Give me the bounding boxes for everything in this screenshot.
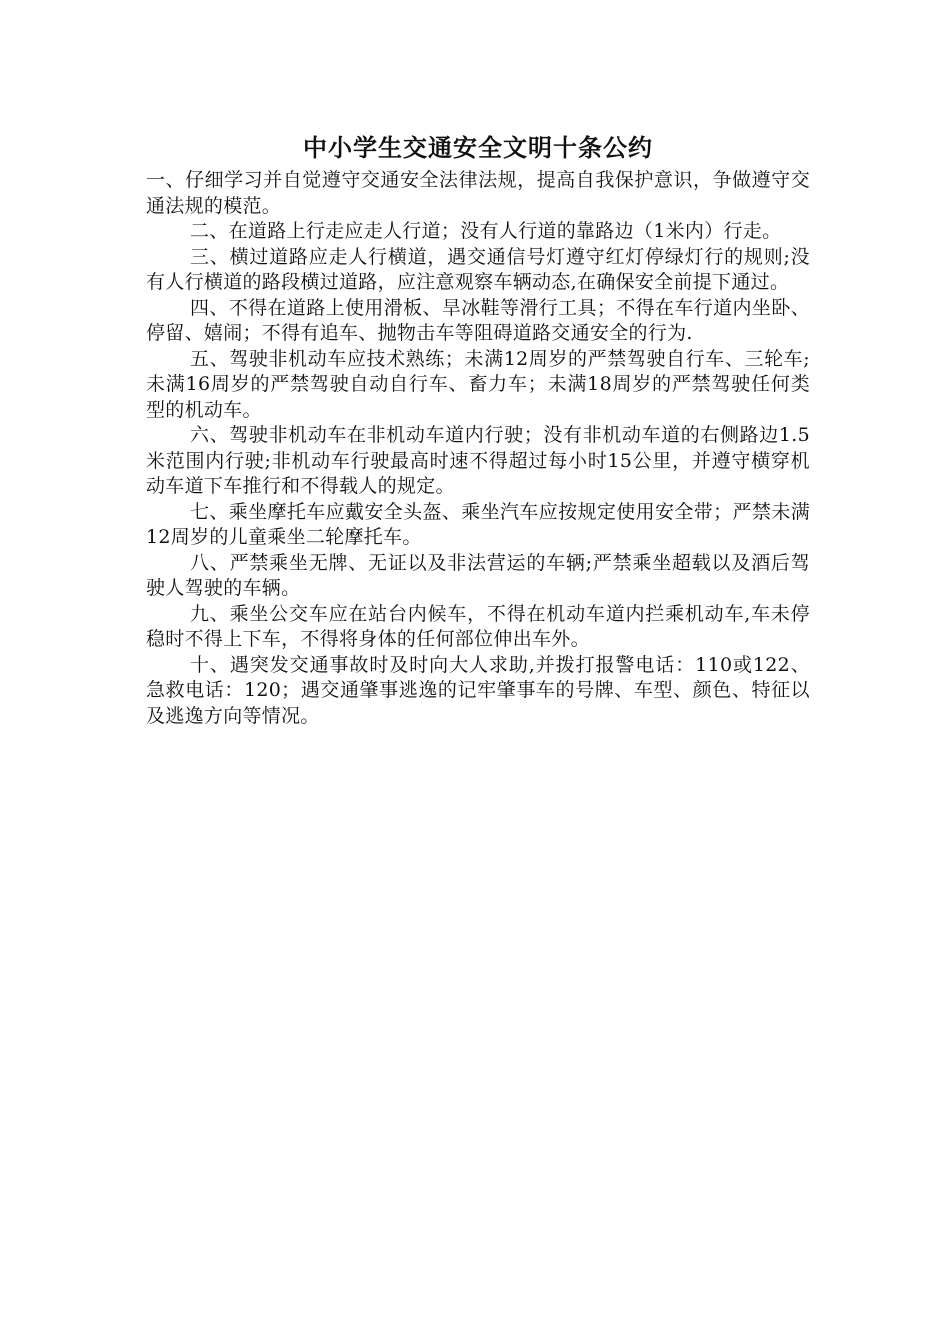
article-1: 一、仔细学习并自觉遵守交通安全法律法规，提高自我保护意识，争做遵守交通法规的模范。 (146, 169, 810, 217)
article-7: 七、乘坐摩托车应戴安全头盔、乘坐汽车应按规定使用安全带；严禁未满12周岁的儿童乘坐二轮摩托车。 (146, 500, 810, 548)
article-6: 六、驾驶非机动车在非机动车道内行驶；没有非机动车道的右侧路边1.5米范围内行驶;非机动车行驶最高时速不得超过每小时15公里，并遵守横穿机动车道下车推行和不得载人的规定。 (146, 424, 810, 497)
article-10: 十、遇突发交通事故时及时向大人求助,并拨打报警电话：110或122、急救电话：120；遇交通肇事逃逸的记牢肇事车的号牌、车型、颜色、特征以及逃逸方向等情况。 (146, 653, 810, 727)
article-8: 八、严禁乘坐无牌、无证以及非法营运的车辆;严禁乘坐超载以及酒后驾驶人驾驶的车辆。 (146, 551, 810, 599)
article-4: 四、不得在道路上使用滑板、旱冰鞋等滑行工具；不得在车行道内坐卧、停留、嬉闹；不得有追车、抛物击车等阻碍道路交通安全的行为. (146, 296, 810, 344)
article-2: 二、在道路上行走应走人行道；没有人行道的靠路边（1米内）行走。 (190, 220, 782, 242)
document-content (146, 130, 810, 729)
article-5: 五、驾驶非机动车应技术熟练；未满12周岁的严禁驾驶自行车、三轮车;未满16周岁的严禁驾驶自动自行车、畜力车；未满18周岁的严禁驾驶任何类型的机动车。 (146, 347, 810, 421)
article-3: 三、横过道路应走人行横道，遇交通信号灯遵守红灯停绿灯行的规则;没有人行横道的路段横过道路，应注意观察车辆动态,在确保安全前提下通过。 (146, 245, 810, 293)
article-9: 九、乘坐公交车应在站台内候车，不得在机动车道内拦乘机动车,车未停稳时不得上下车，不得将身体的任何部位伸出车外。 (146, 602, 810, 650)
document-title: 中小学生交通安全文明十条公约 (303, 134, 653, 162)
